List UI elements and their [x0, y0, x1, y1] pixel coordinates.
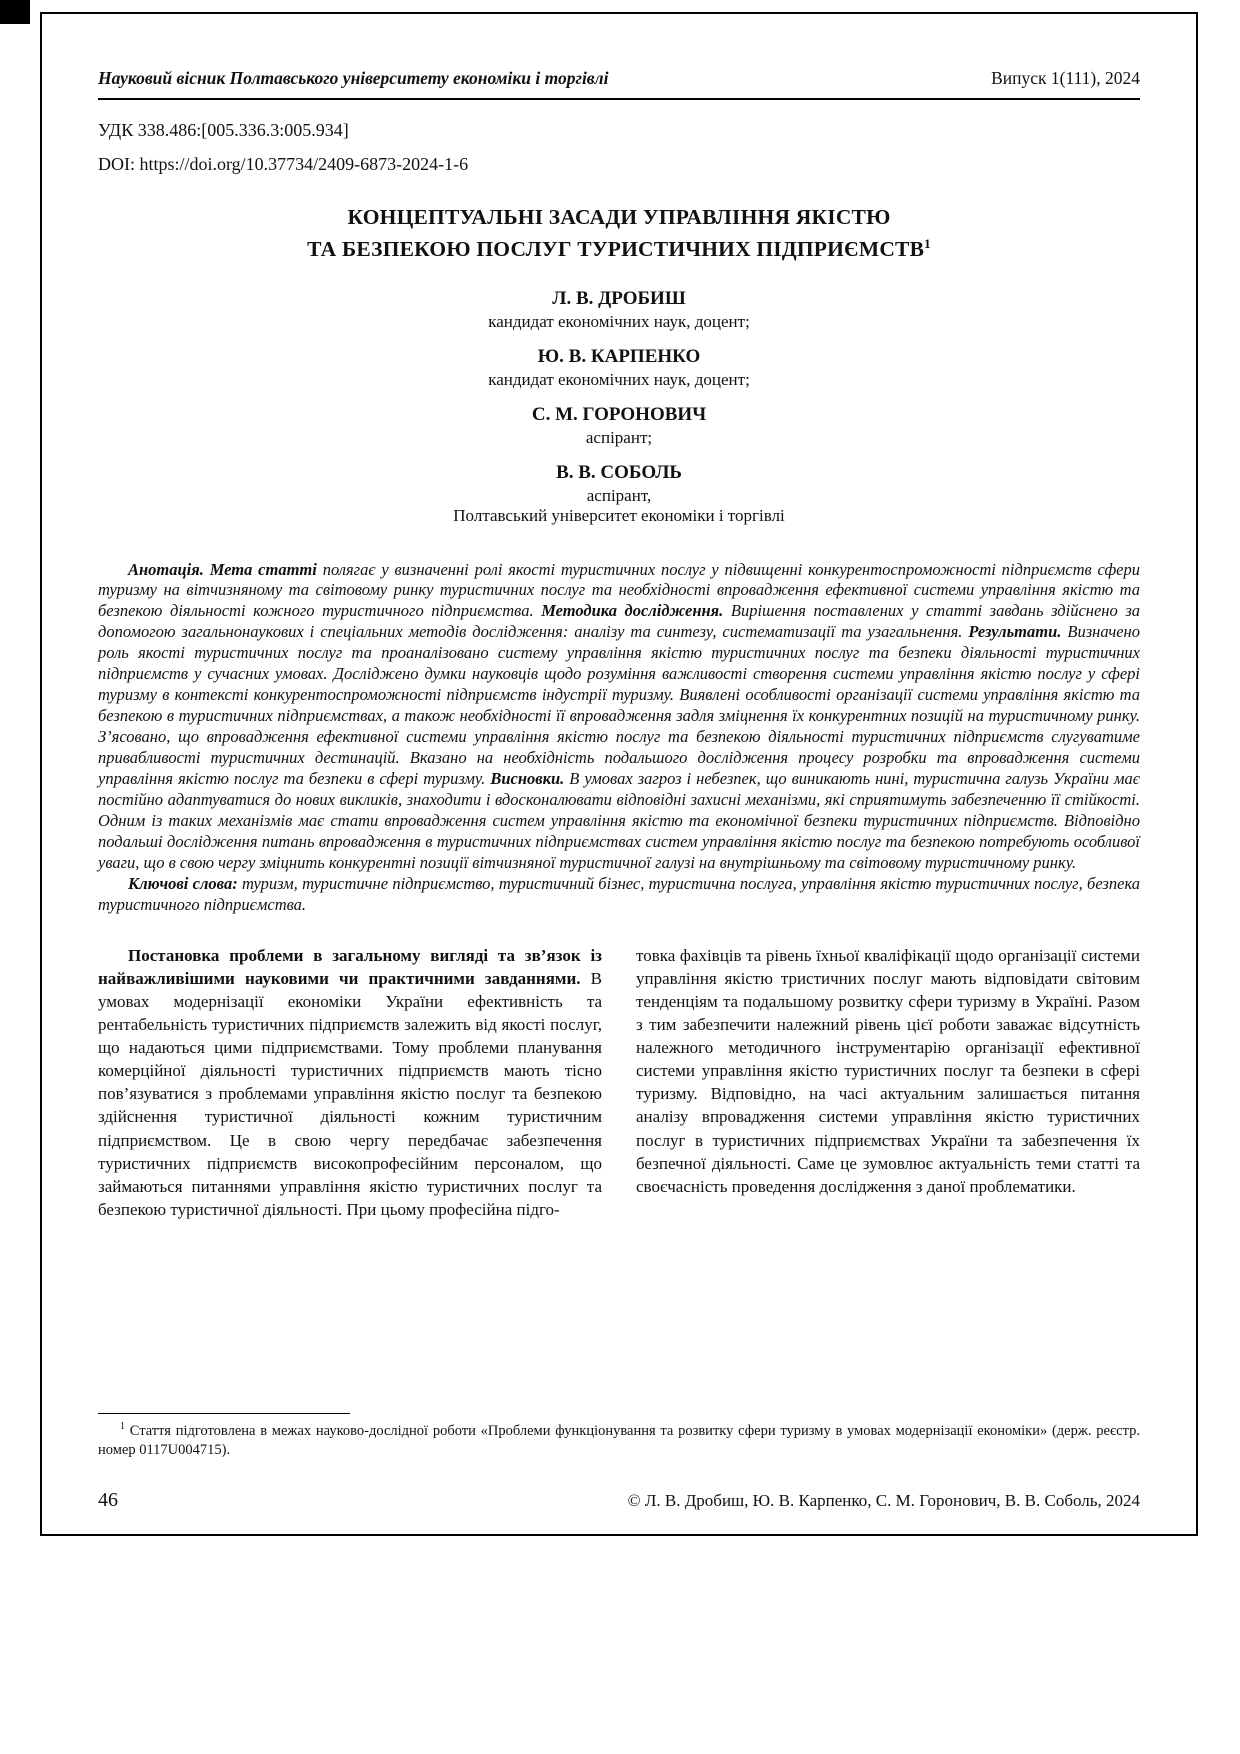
abstract-paragraph [98, 560, 1140, 874]
author-name: Л. В. ДРОБИШ [552, 287, 686, 309]
article-title-line1: КОНЦЕПТУАЛЬНІ ЗАСАДИ УПРАВЛІННЯ ЯКІСТЮ [347, 205, 891, 229]
header-divider [98, 98, 1140, 100]
journal-name: Науковий вісник Полтавського університету економіки і торгівлі [98, 68, 609, 88]
abstract-conclusions-label: Висновки. [490, 769, 570, 789]
left-column-text: В умовах модернізації економіки України ефективність та рентабельність туристичних підприємств залежить від якості послуг, що надаються цими підприємствами. Тому проблеми планування комерційної діяльності туристичних підприємств мають тісно пов’язуватися з проблемами управління якістю послуг та безпекою здійснення туристичної діяльності кожним туристичним підприємством. Це в свою чергу передбачає забезпечення туристичних підприємств високопрофесійним персоналом, що займаються питаннями управління якістю туристичних послуг та безпекою туристичної діяльності. При цьому професійна підго- [98, 968, 602, 1219]
left-column-paragraph [98, 944, 602, 1221]
author-role: аспірант; [585, 427, 653, 447]
doi-line: DOI: https://doi.org/10.37734/2409-6873-2024-1-6 [98, 154, 469, 174]
issue-label: Випуск 1(111), 2024 [991, 68, 1140, 88]
authors-block [98, 288, 1140, 526]
page-number: 46 [98, 1489, 118, 1511]
article-title [98, 201, 1140, 266]
footnote-body: Стаття підготовлена в межах науково-дослідної роботи «Проблеми функціонування та розвитку сфери туризму в умовах модернізації економіки» (держ. реєстр. номер 0117U004715). [98, 1422, 1140, 1458]
author-role: кандидат економічних наук, доцент; [488, 369, 750, 389]
abstract-label: Анотація. Мета статті [128, 559, 323, 579]
body-columns [98, 944, 1140, 1221]
author-name: В. В. СОБОЛЬ [556, 461, 682, 483]
abstract-methods-text: Вирішення поставлених у статті завдань здійснено за допомогою загальнонаукових і спеціальних методів дослідження: аналізу та синтезу, систематизації та узагальнення. [98, 601, 1141, 642]
footnote-divider [98, 1413, 350, 1414]
copyright-line: © Л. В. Дробиш, Ю. В. Карпенко, С. М. Горонович, В. В. Соболь, 2024 [627, 1491, 1140, 1510]
article-title-line2: ТА БЕЗПЕКОЮ ПОСЛУГ ТУРИСТИЧНИХ ПІДПРИЄМСТВ [307, 237, 925, 262]
udk-code: УДК 338.486:[005.336.3:005.934] [98, 120, 349, 140]
footnote-text [98, 1420, 1140, 1460]
title-footnote-mark: 1 [924, 236, 931, 252]
abstract-methods-label: Методика дослідження. [541, 601, 731, 621]
page-header [98, 68, 1140, 100]
scan-corner-artifact [0, 0, 30, 24]
abstract-results-text: Визначено роль якості туристичних послуг та проаналізовано систему управління якістю туристичних послуг та безпеки діяльності туристичних підприємств у сучасних умовах. Досліджено думки науковців щодо розуміння важливості створення системи управління якістю послуг у сфері туризму в контексті конкурентоспроможності підприємств індустрії туризму. Виявлені особливості організації системи управління якістю та безпекою в туристичних підприємствах, а також необхідності її впровадження задля зміцнення їх конкурентних позицій на туристичному ринку. З’ясовано, що впровадження ефективної системи управління якістю послуг та безпекою діяльності туристичних підприємств слугуватиме привабливості туристичних дестинацій. Вказано на необхідність подальшого дослідження процесу розробки та впровадження системи управління якістю послуг та безпеки в сфері туризму. [98, 622, 1140, 789]
abstract-goal-text: полягає у визначенні ролі якості туристичних послуг у підвищенні конкурентоспроможності підприємств сфери туризму на вітчизняному та світовому ринку туристичних послуг та необхідності впровадження ефективної системи управління якістю та безпекою діяльності кожного туристичного підприємства. [98, 559, 1140, 621]
keywords-paragraph [98, 874, 1140, 916]
footnote-mark: 1 [120, 1420, 125, 1432]
header-row [98, 68, 1140, 89]
keywords-label: Ключові слова: [128, 873, 242, 893]
left-column [98, 944, 602, 1221]
abstract-results-label: Результати. [968, 622, 1068, 642]
footnote-block [98, 1413, 1140, 1460]
author-name: Ю. В. КАРПЕНКО [537, 345, 701, 367]
right-column [636, 944, 1140, 1221]
page-border-frame [40, 12, 1198, 1536]
problem-statement-heading: Постановка проблеми в загальному вигляді та зв’язок із найважливішими науковими чи практичними завданнями. [98, 945, 602, 988]
affiliation: Полтавський університет економіки і торгівлі [453, 505, 785, 525]
abstract-block [98, 560, 1140, 916]
author-name: С. М. ГОРОНОВИЧ [531, 403, 707, 425]
article-meta [98, 120, 1140, 175]
right-column-paragraph: товка фахівців та рівень їхньої кваліфікації щодо організації системи управління якістю тристичних послуг мають відповідати світовим тенденціям та подальшому розвитку сфери туризму в Україні. Разом з тим забезпечити належний рівень цієї роботи заважає відсутність належного методичного інструментарію організації ефективної системи управління якістю туристичних послуг та безпеки в сфері туризму. Відповідно, на часі актуальним залишається питання аналізу впровадження системи управління якістю туристичних послуг в туристичних підприємствах України та забезпечення їх безпечної діяльності. Саме це зумовлює актуальність теми статті та своєчасність проведення дослідження з даної проблематики. [636, 945, 1140, 1196]
author-role: кандидат економічних наук, доцент; [488, 311, 750, 331]
keywords-text: туризм, туристичне підприємство, туристичний бізнес, туристична послуга, управління якістю туристичних послуг, безпека туристичного підприємства. [98, 873, 1140, 914]
page-footer [98, 1489, 1140, 1512]
author-role: аспірант, [586, 485, 652, 505]
abstract-conclusions-text: В умовах загроз і небезпек, що виникають нині, туристична галузь України має постійно адаптуватися до нових викликів, знаходити і вдосконалювати відповідні захисні механізми, які сприятимуть забезпеченню її стійкості. Одним із таких механізмів має стати впровадження систем управління якістю та економічної безпеки туристичних підприємств. Відповідно подальші дослідження питань впровадження в туристичних підприємствах систем управління якістю послуг та безпекою потребують особливої уваги, що в свою чергу зміцнить конкурентні позиції вітчизняної туристичної галузі на внутрішньому та світовому туристичному ринку. [98, 769, 1140, 872]
